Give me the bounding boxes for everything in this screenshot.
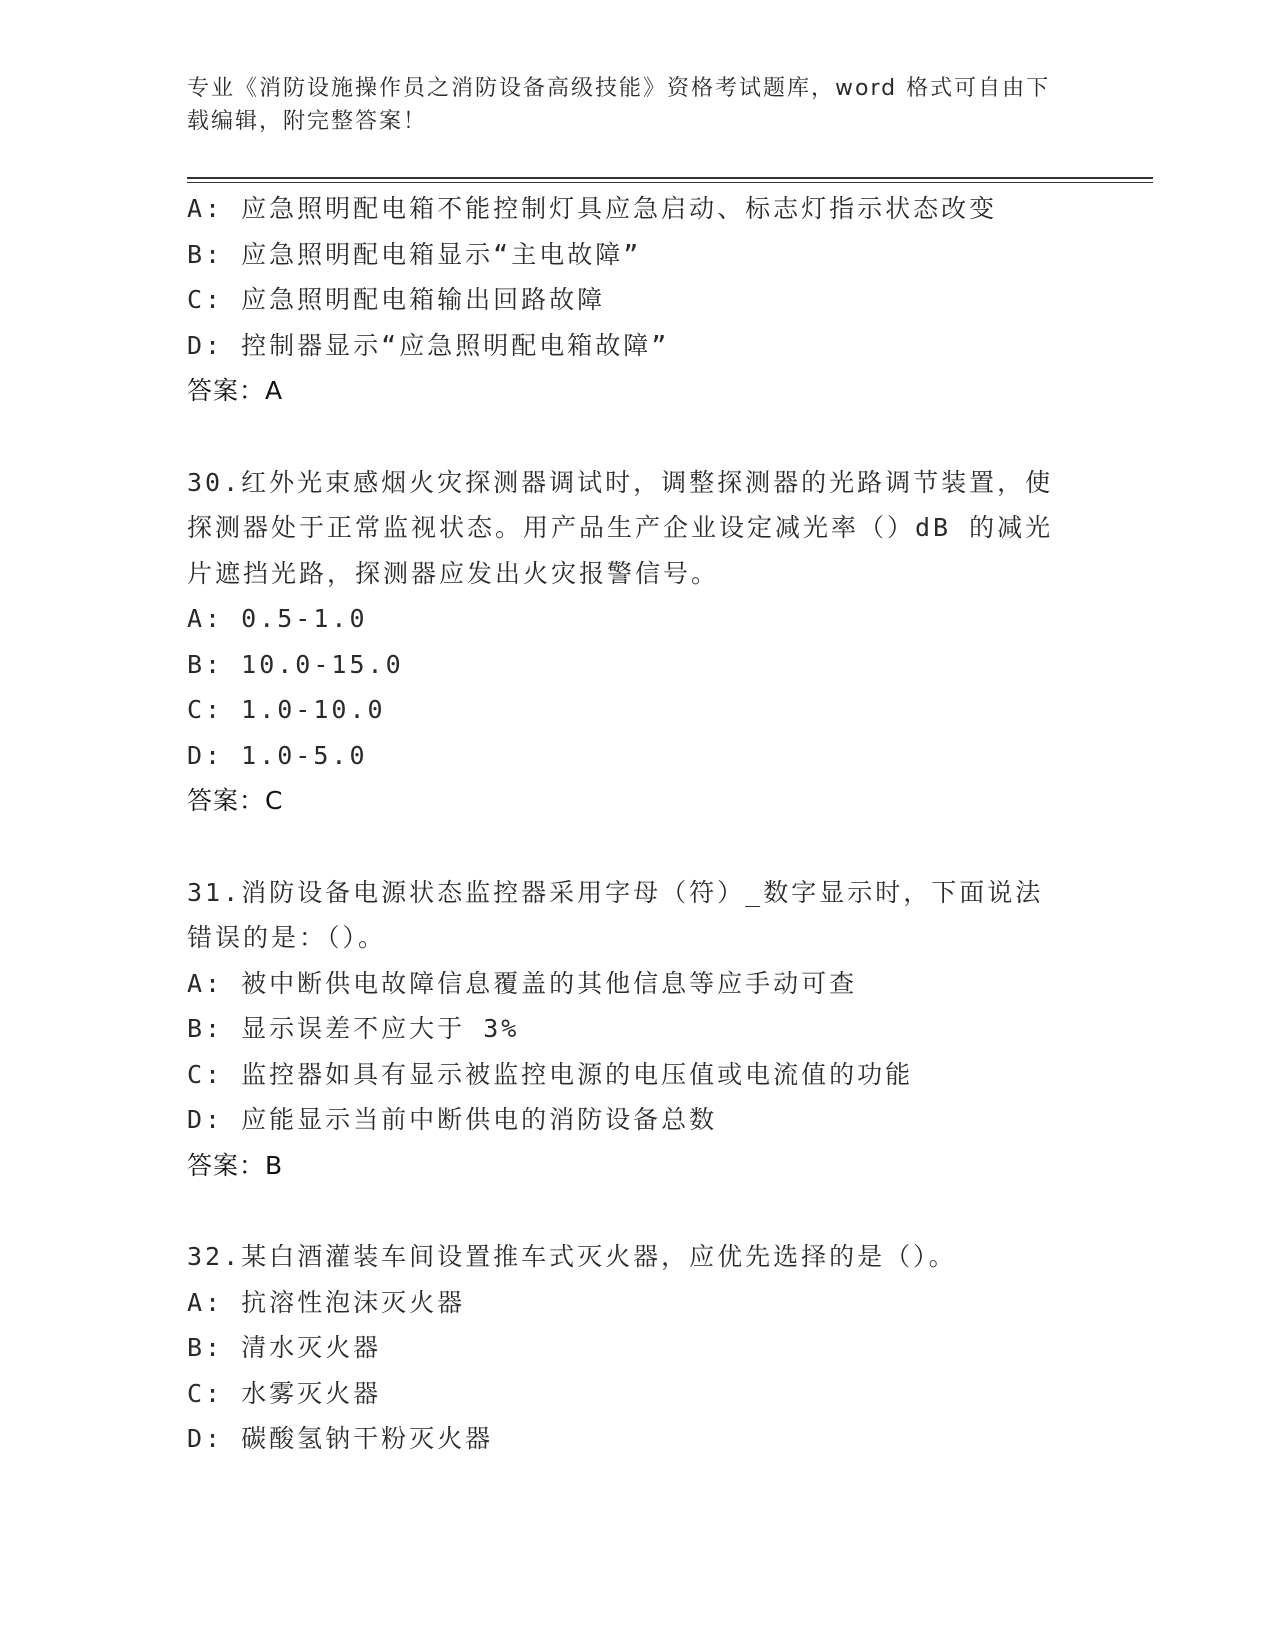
spacer: [187, 414, 1087, 460]
answer: 答案：A: [187, 376, 284, 405]
option-b: B: 显示误差不应大于 3%: [187, 1014, 520, 1043]
spacer: [187, 824, 1087, 870]
header-divider-thin: [187, 182, 1153, 183]
question-29: [187, 186, 1087, 414]
spacer: [187, 1188, 1087, 1234]
option-b: B: 应急照明配电箱显示“主电故障”: [187, 239, 642, 269]
question-text-line-2: 错误的是：（）。: [187, 923, 387, 952]
option-d: D: 应能显示当前中断供电的消防设备总数: [187, 1105, 718, 1134]
option-b: B: 清水灭火器: [187, 1333, 382, 1362]
option-a: A: 被中断供电故障信息覆盖的其他信息等应手动可查: [187, 968, 858, 998]
question-32: [187, 1234, 1087, 1462]
option-d: D: 控制器显示“应急照明配电箱故障”: [187, 330, 670, 360]
answer: 答案：B: [187, 1150, 284, 1180]
question-text-line-3: 片遮挡光路，探测器应发出火灾报警信号。: [187, 558, 720, 588]
option-c: C: 监控器如具有显示被监控电源的电压值或电流值的功能: [187, 1059, 914, 1089]
header-line-2: 载编辑，附完整答案！: [187, 109, 428, 134]
option-d: D: 1.0-5.0: [187, 740, 368, 770]
option-c: C: 1.0-10.0: [187, 695, 386, 724]
question-30: [187, 460, 1087, 824]
option-c: C: 水雾灭火器: [187, 1378, 382, 1408]
option-a: A: 0.5-1.0: [187, 604, 368, 633]
question-content: [187, 186, 1087, 1462]
question-31: [187, 870, 1087, 1189]
header-line-1: 专业《消防设施操作员之消防设备高级技能》资格考试题库，word 格式可自由下: [187, 76, 1051, 101]
option-c: C: 应急照明配电箱输出回路故障: [187, 285, 606, 314]
header-divider-thick: [187, 177, 1153, 179]
answer: 答案：C: [187, 786, 284, 815]
question-text-line-1: 32.某白酒灌装车间设置推车式灭火器，应优先选择的是（）。: [187, 1242, 957, 1271]
question-text-line-2: 探测器处于正常监视状态。用产品生产企业设定减光率（）dB 的减光: [187, 513, 1054, 542]
question-text-line-1: 30.红外光束感烟火灾探测器调试时，调整探测器的光路调节装置，使: [187, 467, 1054, 497]
option-a: A: 抗溶性泡沫灭火器: [187, 1287, 466, 1317]
option-d: D: 碳酸氢钠干粉灭火器: [187, 1424, 494, 1453]
question-text-line-1: 31.消防设备电源状态监控器采用字母（符）_数字显示时，下面说法: [187, 877, 1044, 907]
option-b: B: 10.0-15.0: [187, 649, 404, 679]
document-header: [187, 72, 1067, 138]
option-a: A: 应急照明配电箱不能控制灯具应急启动、标志灯指示状态改变: [187, 194, 998, 223]
